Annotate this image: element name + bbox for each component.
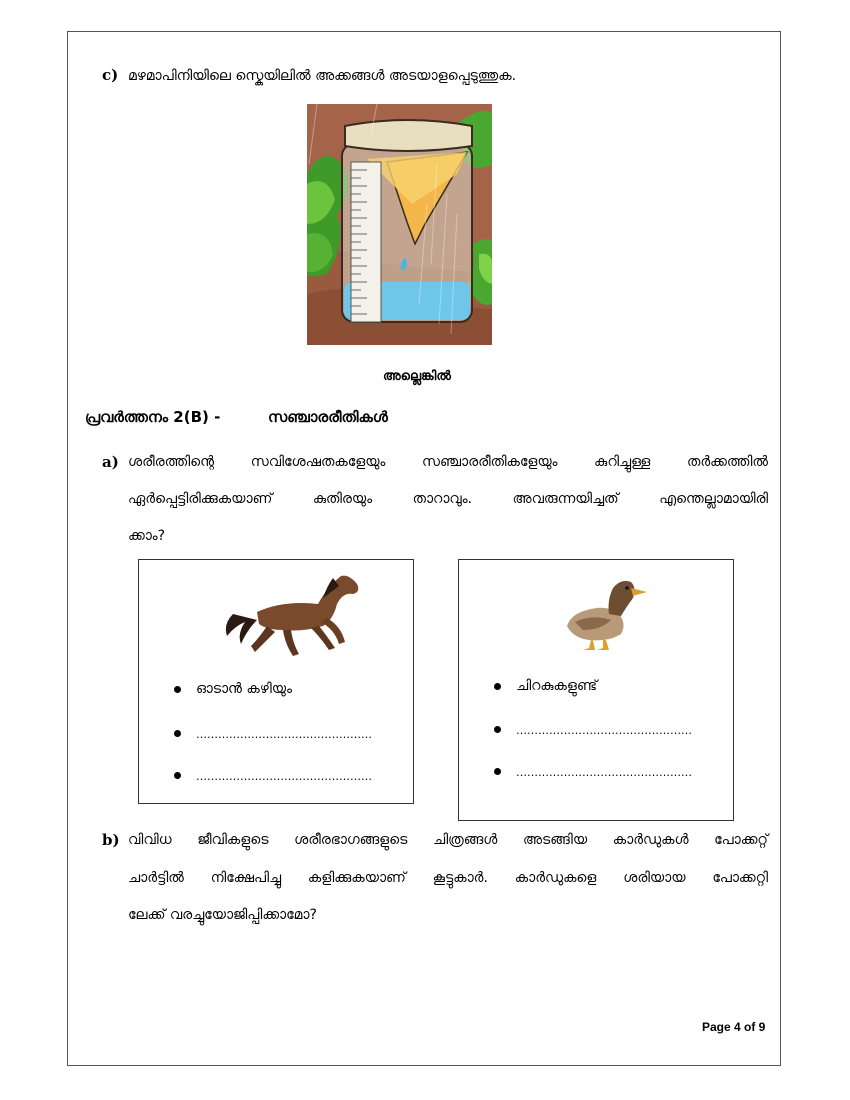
duck-answer-line-2[interactable]: ………………………………………… <box>516 766 692 779</box>
duck-card <box>458 559 734 821</box>
horse-answer-line-1[interactable]: ………………………………………… <box>196 728 372 741</box>
question-a-line-1: ശരീരത്തിന്റെ സവിശേഷതകളേയും സഞ്ചാരരീതികളേയും കുറിച്ചുള്ള തർക്കത്തിൽ <box>128 454 768 470</box>
duck-item-1: ചിറകുകളുണ്ട് <box>516 678 598 694</box>
horse-bullet-3 <box>174 772 181 779</box>
part-c-label: c) <box>102 66 119 84</box>
duck-image <box>561 570 653 654</box>
duck-bullet-3 <box>494 768 501 775</box>
question-a-line-3: ക്കാം? <box>128 528 166 544</box>
duck-answer-line-1[interactable]: ………………………………………… <box>516 724 692 737</box>
rain-gauge-illustration <box>307 104 492 345</box>
horse-card <box>138 559 414 804</box>
duck-bullet-2 <box>494 726 501 733</box>
activity-topic: സഞ്ചാരരീതികൾ <box>268 408 388 426</box>
question-b-line-3: ലേക്ക് വരച്ചുയോജിപ്പിക്കാമോ? <box>128 907 317 923</box>
or-text: അല്ലെങ്കിൽ <box>383 369 451 384</box>
horse-answer-line-2[interactable]: ………………………………………… <box>196 770 372 783</box>
page-number: Page 4 of 9 <box>702 1020 766 1034</box>
horse-bullet-2 <box>174 730 181 737</box>
horse-item-1: ഓടാൻ കഴിയും <box>196 681 292 697</box>
question-b-label: b) <box>102 831 120 849</box>
question-a-label: a) <box>102 453 119 471</box>
activity-title: പ്രവർത്തനം 2(B) - <box>85 408 221 426</box>
horse-image <box>223 564 365 664</box>
question-b-line-1: വിവിധ ജീവികളുടെ ശരീരഭാഗങ്ങളുടെ ചിത്രങ്ങൾ അടങ്ങിയ കാർഡുകൾ പോക്കറ്റ് <box>128 832 768 848</box>
question-a-line-2: ഏർപ്പെട്ടിരിക്കുകയാണ് കുതിരയും താറാവും. അവരുന്നയിച്ചത് എന്തെല്ലാമായിരി <box>128 491 768 507</box>
duck-bullet-1 <box>494 683 501 690</box>
question-b-line-2: ചാർട്ടിൽ നിക്ഷേപിച്ചു കളിക്കുകയാണ് കൂട്ടുകാർ. കാർഡുകളെ ശരിയായ പോക്കറ്റി <box>128 870 768 886</box>
horse-bullet-1 <box>174 686 181 693</box>
part-c-text: മഴമാപിനിയിലെ സ്കെയിലിൽ അക്കങ്ങൾ അടയാളപ്പെടുത്തുക. <box>128 68 517 84</box>
